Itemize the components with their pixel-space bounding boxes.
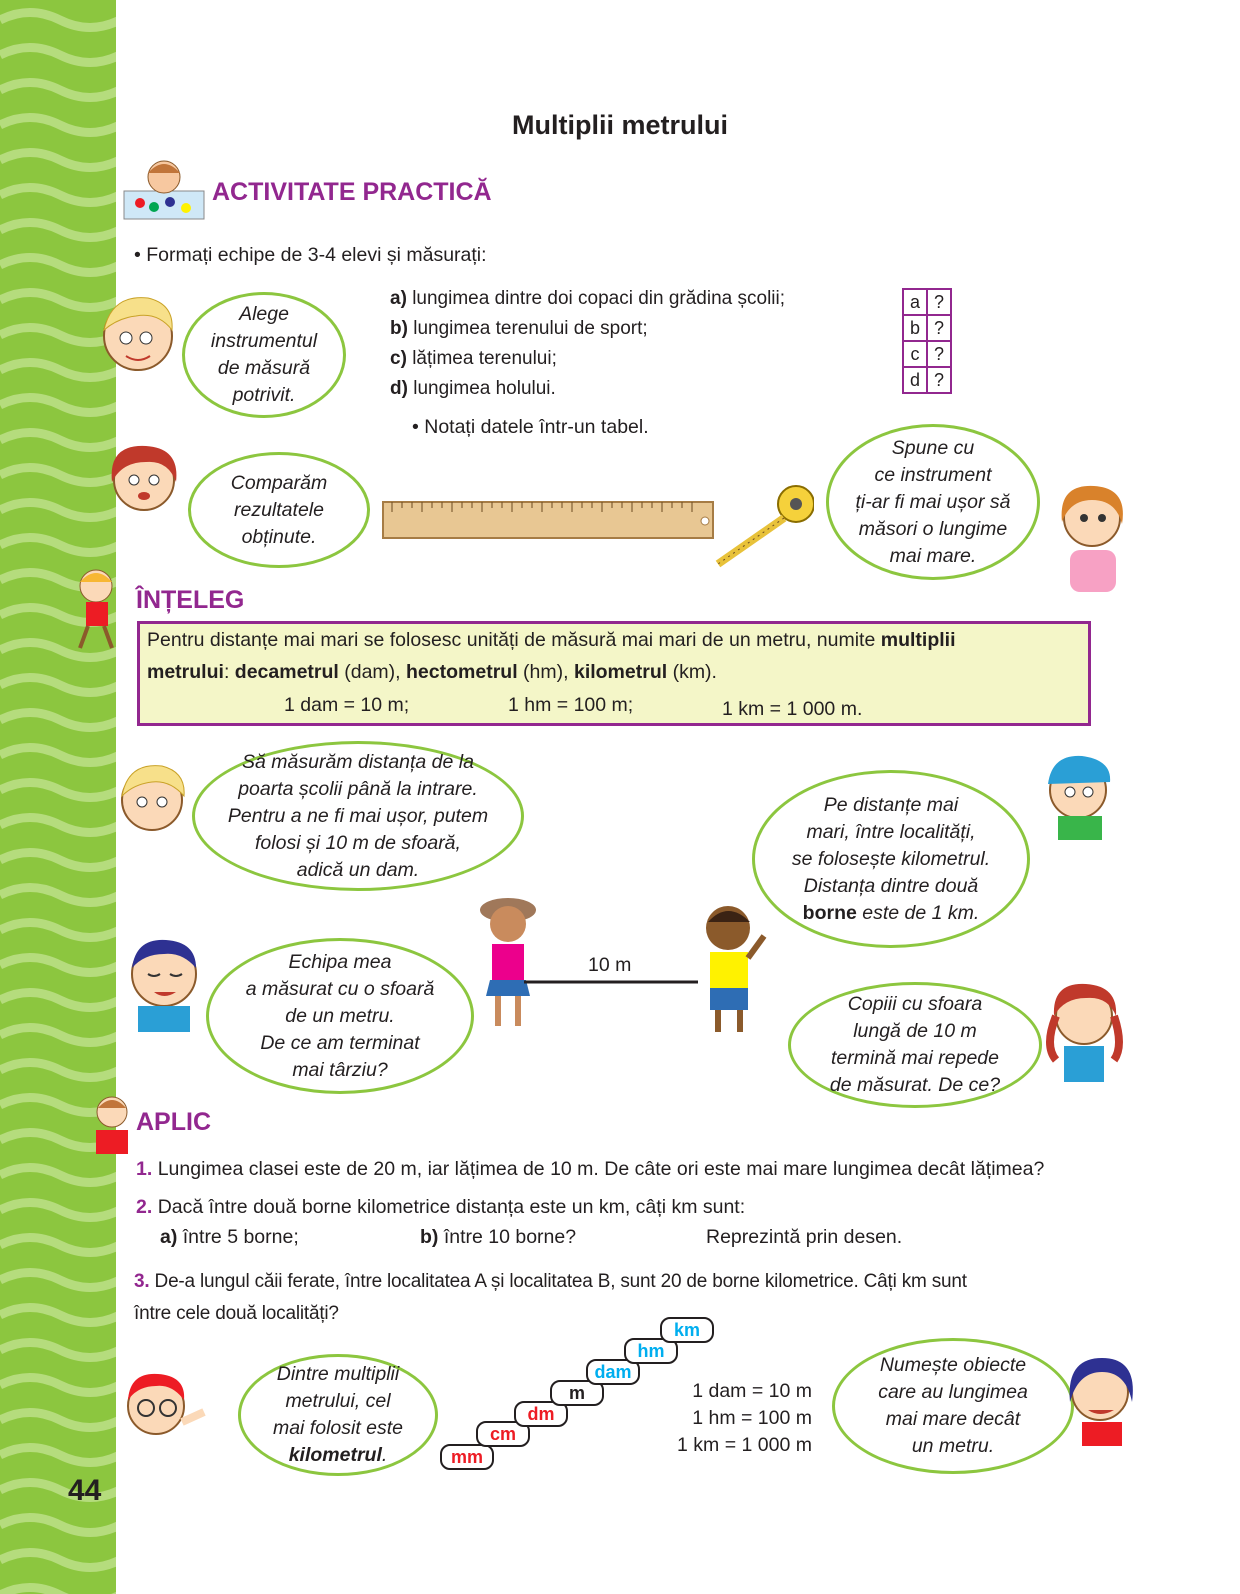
child-reading-icon [86,1092,138,1156]
speech-bubble-which-instrument: Spune cu ce instrument ți-ar fi mai ușor să măsori o lungime mai mare. [826,424,1040,580]
definition-text: Pentru distanțe mai mari se folosesc unități de măsură mai mari de un metru, numite multiplii metrului: decametrul (dam), hectometrul (hm), kilometrul (km). [147,629,956,683]
boy-glasses-illustration [116,1366,208,1450]
girl-pigtails-illustration [1042,976,1126,1084]
speech-bubble-name-objects: Numește obiecte care au lungimea mai mare decât un metru. [832,1338,1074,1474]
speech-bubble-most-used: Dintre multiplii metrului, cel mai folosit este kilometrul. [238,1354,438,1476]
equation-dam: 1 dam = 10 m; [284,694,410,716]
girl-dark-hair-illustration [1060,1352,1142,1448]
boy-eyes-closed-illustration [118,934,208,1034]
girl-thinking-illustration [1046,478,1138,594]
unit-dm: dm [514,1401,568,1427]
speech-bubble-longer-rope: Copiii cu sfoara lungă de 10 m termină mai repede de măsurat. De ce? [788,982,1042,1108]
unit-cm: cm [476,1421,530,1447]
table-row: c ? [903,341,951,367]
page-number: 44 [68,1474,102,1507]
apply-heading: APLIC [136,1108,211,1136]
unit-km: km [660,1317,714,1343]
wave-pattern [0,0,116,1594]
question-1: 1. Lungimea clasei este de 20 m, iar lățimea de 10 m. De câte ori este mai mare lungimea decât lățimea? [136,1158,1045,1180]
child-drawing-icon [120,155,208,223]
unit-mm: mm [440,1444,494,1470]
list-item: b) lungimea terenului de sport; [390,318,648,339]
speech-bubble-kilometer: Pe distanțe mai mari, între localități, se folosește kilometrul. Distanța dintre două borne este de 1 km. [752,770,1030,948]
table-row: d ? [903,367,951,393]
unit-dam: dam [586,1359,640,1385]
question-2a: a) între 5 borne; [160,1226,299,1248]
boy-cap-illustration [1038,750,1120,840]
list-item: c) lățimea terenului; [390,348,557,369]
girl-redhair-illustration [98,432,190,522]
equation-km: 1 km = 1 000 m. [722,698,863,720]
page-title: Multiplii metrului [512,110,728,140]
boy-blond-illustration [92,286,184,382]
understand-heading: ÎNȚELEG [136,586,245,614]
tape-measure-image [714,478,814,570]
speech-bubble-finished-later: Echipa mea a măsurat cu o sfoară de un metru. De ce am terminat mai târziu? [206,938,474,1094]
activity-heading: ACTIVITATE PRACTICĂ [212,178,492,206]
question-3: 3. De-a lungul căii ferate, între localitatea A și localitatea B, sunt 20 de borne kilometrice. Câți km sunt între cele două localități? [134,1271,967,1324]
table-row: b ? [903,315,951,341]
unit-m: m [550,1380,604,1406]
list-item: d) lungimea holului. [390,378,556,399]
boy-blond-illustration-2 [112,756,192,840]
conversion-equations: 1 dam = 10 m 1 hm = 100 m 1 km = 1 000 m [677,1380,812,1456]
activity-list [390,284,785,404]
list-item: a) lungimea dintre doi copaci din grădina școlii; [390,288,786,309]
rope-length-label: 10 m [588,954,632,976]
left-decorative-stripe [0,0,116,1594]
unit-hm: hm [624,1338,678,1364]
ruler-image [382,501,714,539]
speech-bubble-measure-gate: Să măsurăm distanța de la poarta școlii până la intrare. Pentru a ne fi mai ușor, putem folosi și 10 m de sfoară, adică un dam. [192,741,524,891]
activity-intro: • Formați echipe de 3-4 elevi și măsurați: [134,244,487,266]
question-2: 2. Dacă între două borne kilometrice distanța este un km, câți km sunt: [136,1196,746,1218]
equation-hm: 1 hm = 100 m; [508,694,634,716]
activity-note: • Notați datele într-un tabel. [412,416,649,438]
speech-bubble-compare: Comparăm rezultatele obținute. [188,452,370,568]
question-2-drawing: Reprezintă prin desen. [706,1226,903,1248]
girl-jumping-icon [60,564,136,652]
question-2b: b) între 10 borne? [420,1226,577,1248]
answer-table [902,288,952,394]
table-row: a ? [903,289,951,315]
speech-bubble-instrument: Alege instrumentul de măsură potrivit. [182,292,346,418]
definition-box [137,621,1091,726]
